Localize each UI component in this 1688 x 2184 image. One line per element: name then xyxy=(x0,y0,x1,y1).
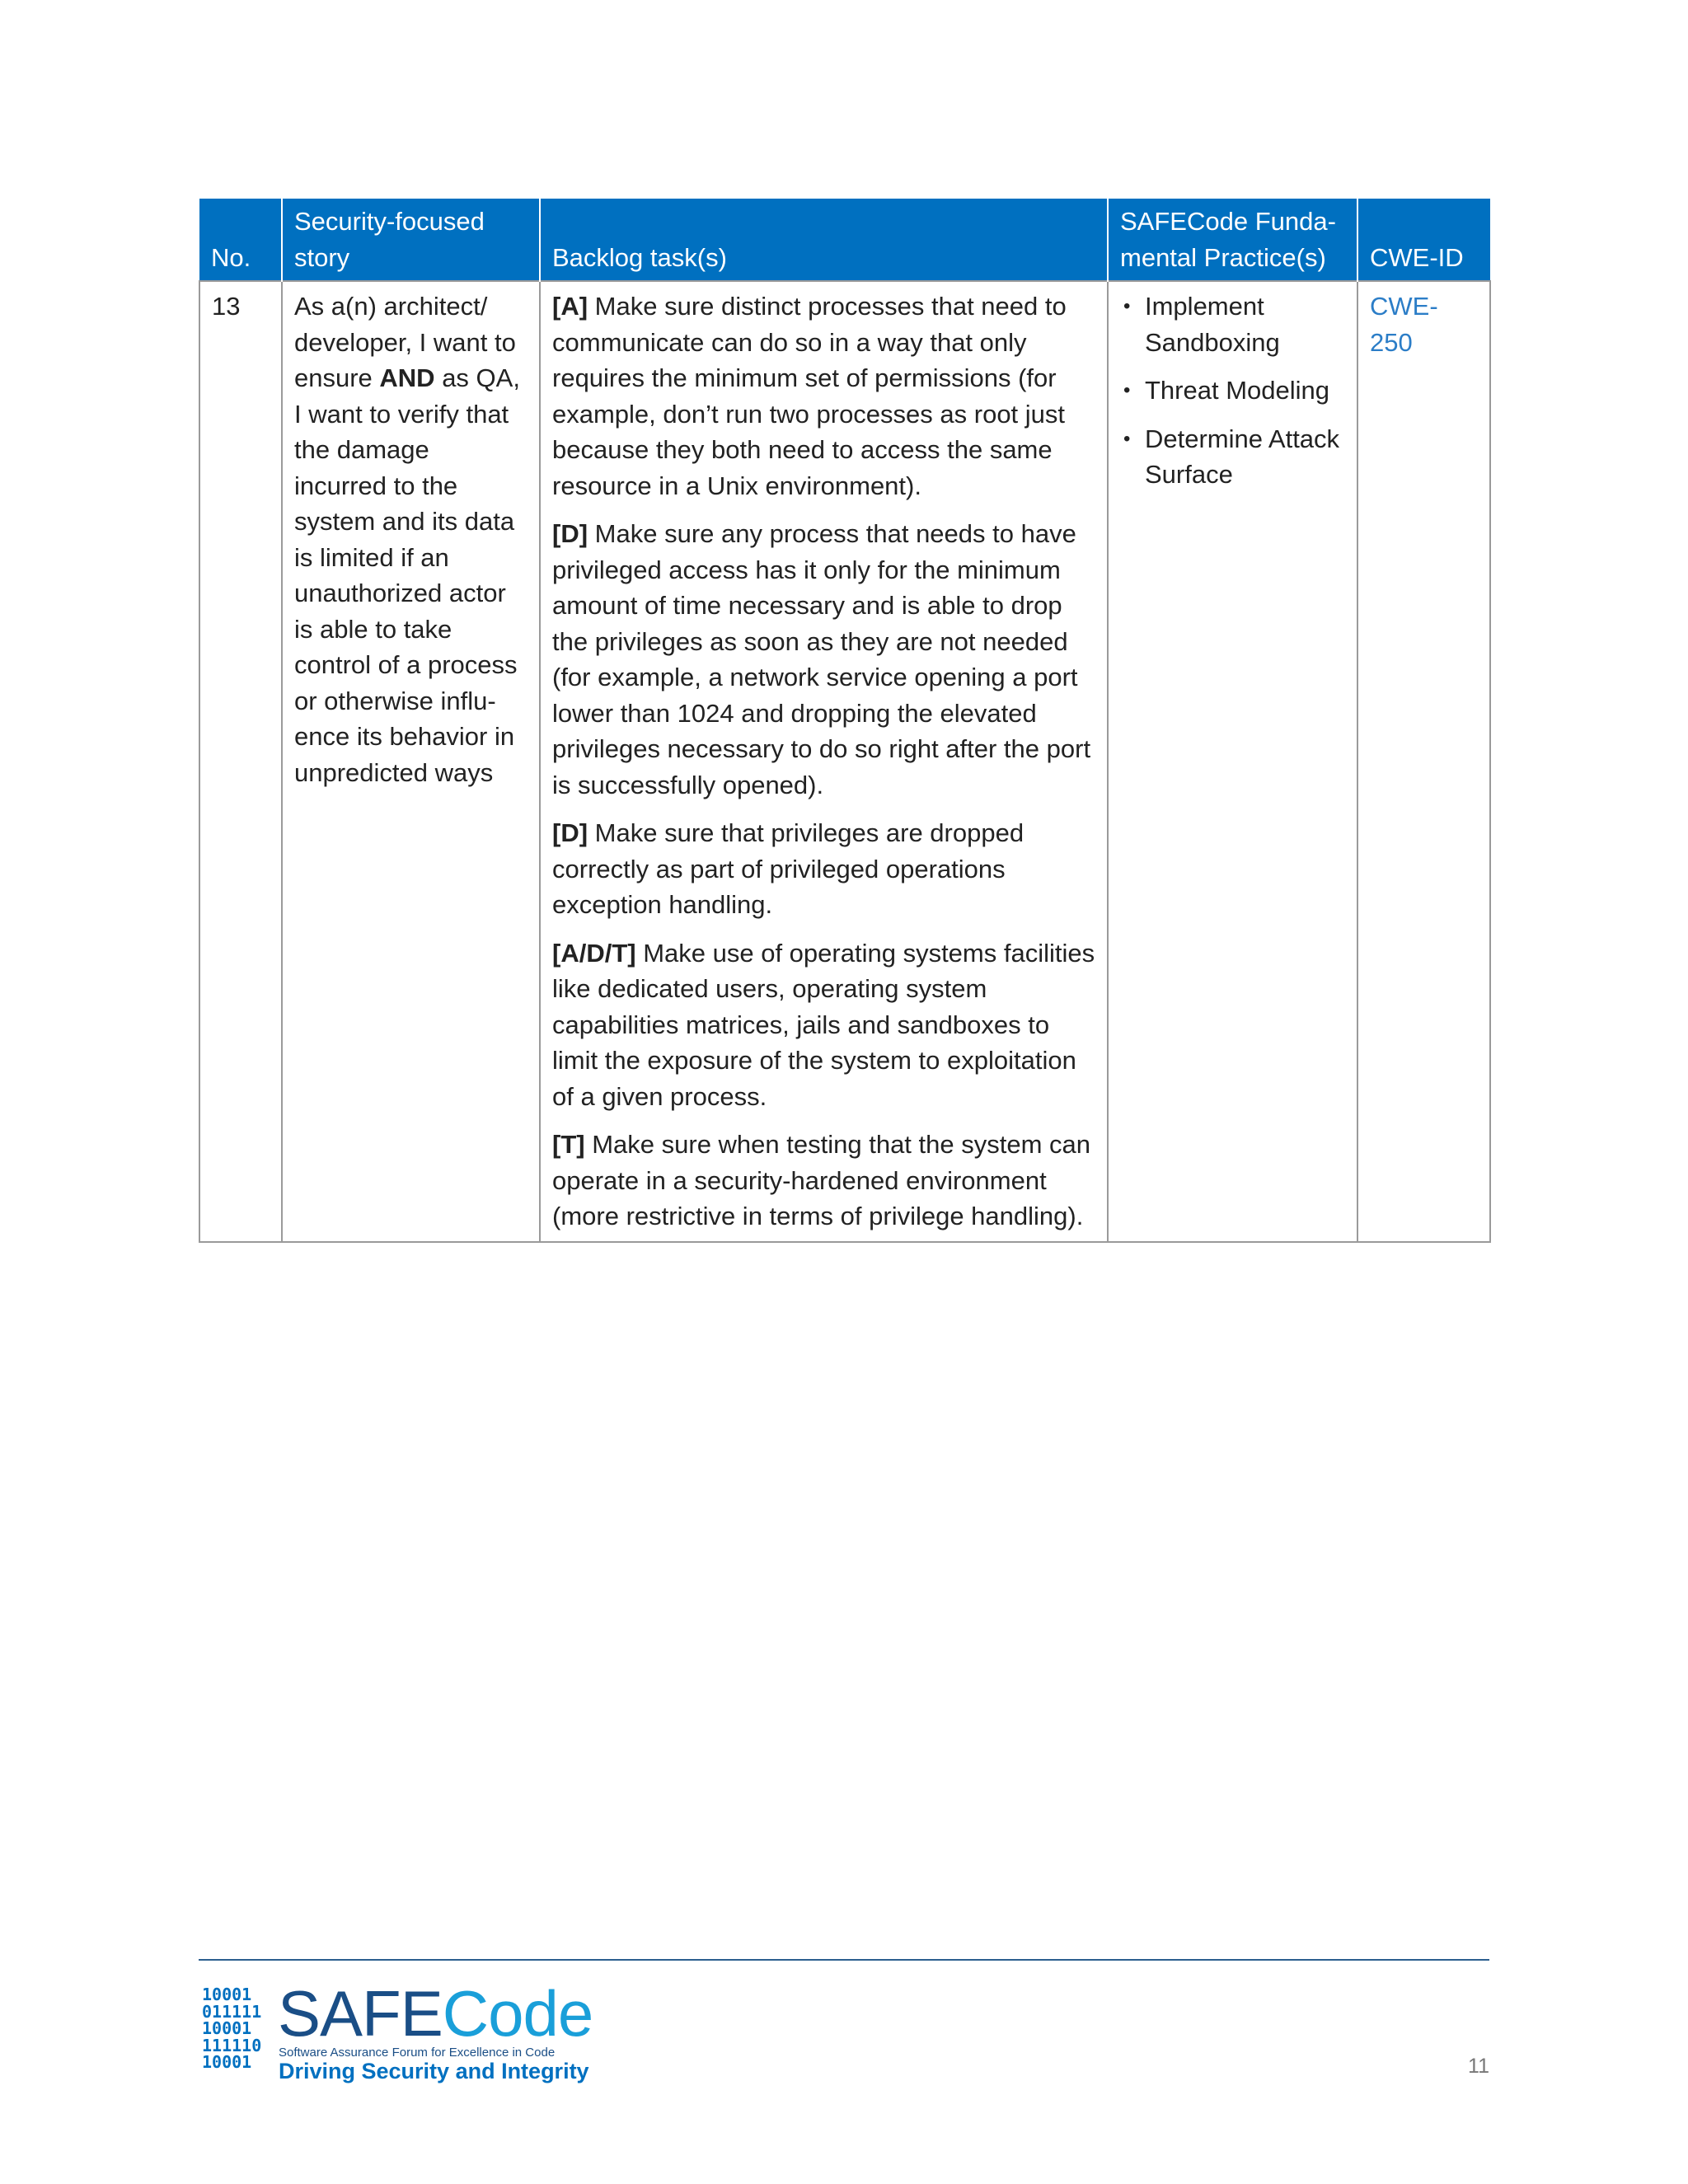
security-story xyxy=(282,281,540,1242)
header-practices-line2: mental Practice(s) xyxy=(1120,242,1326,272)
logo-subtitle: Software Assurance Forum for Excellence in Code xyxy=(279,2046,556,2060)
header-backlog-tasks: Backlog task(s) xyxy=(540,199,1108,281)
bullet-icon: • xyxy=(1123,427,1131,450)
task-tag: [T] xyxy=(552,1130,585,1159)
backlog-tasks xyxy=(540,281,1108,1242)
backlog-task xyxy=(552,288,1095,504)
practice-label: Implement Sandboxing xyxy=(1145,292,1280,357)
backlog-task xyxy=(552,516,1095,803)
task-text: Make use of operating systems facilities like dedicated users, operating system capabilities matrices, jails and sandboxes to limit the exposure of the system to exploitation of a given process. xyxy=(552,938,1095,1111)
bullet-icon: • xyxy=(1123,295,1131,317)
backlog-task xyxy=(552,935,1095,1115)
cwe-cell xyxy=(1357,281,1490,1242)
header-story-line1: Security-focused xyxy=(294,207,485,236)
requirements-table xyxy=(199,199,1491,1243)
story-text-strong: AND xyxy=(379,363,435,392)
table-header-row xyxy=(199,199,1490,281)
story-text-after: as QA, I want to verify that the damage incurred to the system and its data is limited if an unauthorized actor is able to take control of a process or otherwise influ- ence its behavior in unpredicted ways xyxy=(294,363,520,787)
page-number: 11 xyxy=(1468,2055,1489,2078)
table-row xyxy=(199,281,1490,1242)
row-number: 13 xyxy=(199,281,282,1242)
header-practices xyxy=(1108,199,1357,281)
logo-bits-line: 10001 xyxy=(202,2018,252,2038)
practice-label: Threat Modeling xyxy=(1145,376,1330,405)
task-text: Make sure any process that needs to have privileged access has it only for the minimum amount of time necessary and is able to drop the privileges as soon as they are not needed (for example, a network service opening a port lower than 1024 and dropping the elevated privileges necessary to do so right after the port is successfully opened). xyxy=(552,519,1091,799)
task-tag: [D] xyxy=(552,818,588,847)
practice-item xyxy=(1120,421,1345,493)
logo-bits-line: 10001 xyxy=(202,1985,252,2004)
safecode-logo xyxy=(202,1977,598,2085)
practice-item xyxy=(1120,288,1345,360)
fundamental-practices xyxy=(1108,281,1357,1242)
logo-code: Code xyxy=(442,1977,593,2050)
logo-bits-line: 011111 xyxy=(202,2001,262,2022)
logo-bits-line: 111110 xyxy=(202,2035,262,2055)
task-text: Make sure distinct processes that need to communicate can do so in a way that only requires the minimum set of permissions (for example, don’t run two processes as root just because they both need to access the same resource in a Unix environment). xyxy=(552,292,1067,500)
logo-tagline: Driving Security and Integrity xyxy=(279,2059,589,2083)
binary-mark-icon xyxy=(202,1986,271,2071)
backlog-task xyxy=(552,815,1095,923)
task-tag: [D] xyxy=(552,519,588,548)
logo-safe: SAFE xyxy=(278,1977,443,2050)
header-story-line2: story xyxy=(294,242,350,272)
header-cwe-id: CWE-ID xyxy=(1357,199,1490,281)
cwe-link[interactable]: CWE-250 xyxy=(1370,292,1438,357)
task-tag: [A] xyxy=(552,292,588,321)
bullet-icon: • xyxy=(1123,379,1131,401)
backlog-task xyxy=(552,1127,1095,1235)
logo-wordmark xyxy=(278,1977,593,2050)
practice-label: Determine Attack Surface xyxy=(1145,424,1340,489)
practice-list xyxy=(1120,288,1345,493)
practice-item xyxy=(1120,373,1345,409)
story-text-before: As a(n) architect/ developer, I want to ensure xyxy=(294,292,516,392)
logo-bits-line: 10001 xyxy=(202,2052,252,2072)
task-text: Make sure when testing that the system can operate in a security-hardened environment (more restrictive in terms of privilege handling). xyxy=(552,1130,1091,1230)
header-practices-line1: SAFECode Funda- xyxy=(1120,207,1336,236)
header-story xyxy=(282,199,540,281)
header-no: No. xyxy=(199,199,282,281)
task-text: Make sure that privileges are dropped correctly as part of privileged operations exception handling. xyxy=(552,818,1025,919)
footer-divider xyxy=(199,1959,1489,1961)
task-tag: [A/D/T] xyxy=(552,938,636,968)
